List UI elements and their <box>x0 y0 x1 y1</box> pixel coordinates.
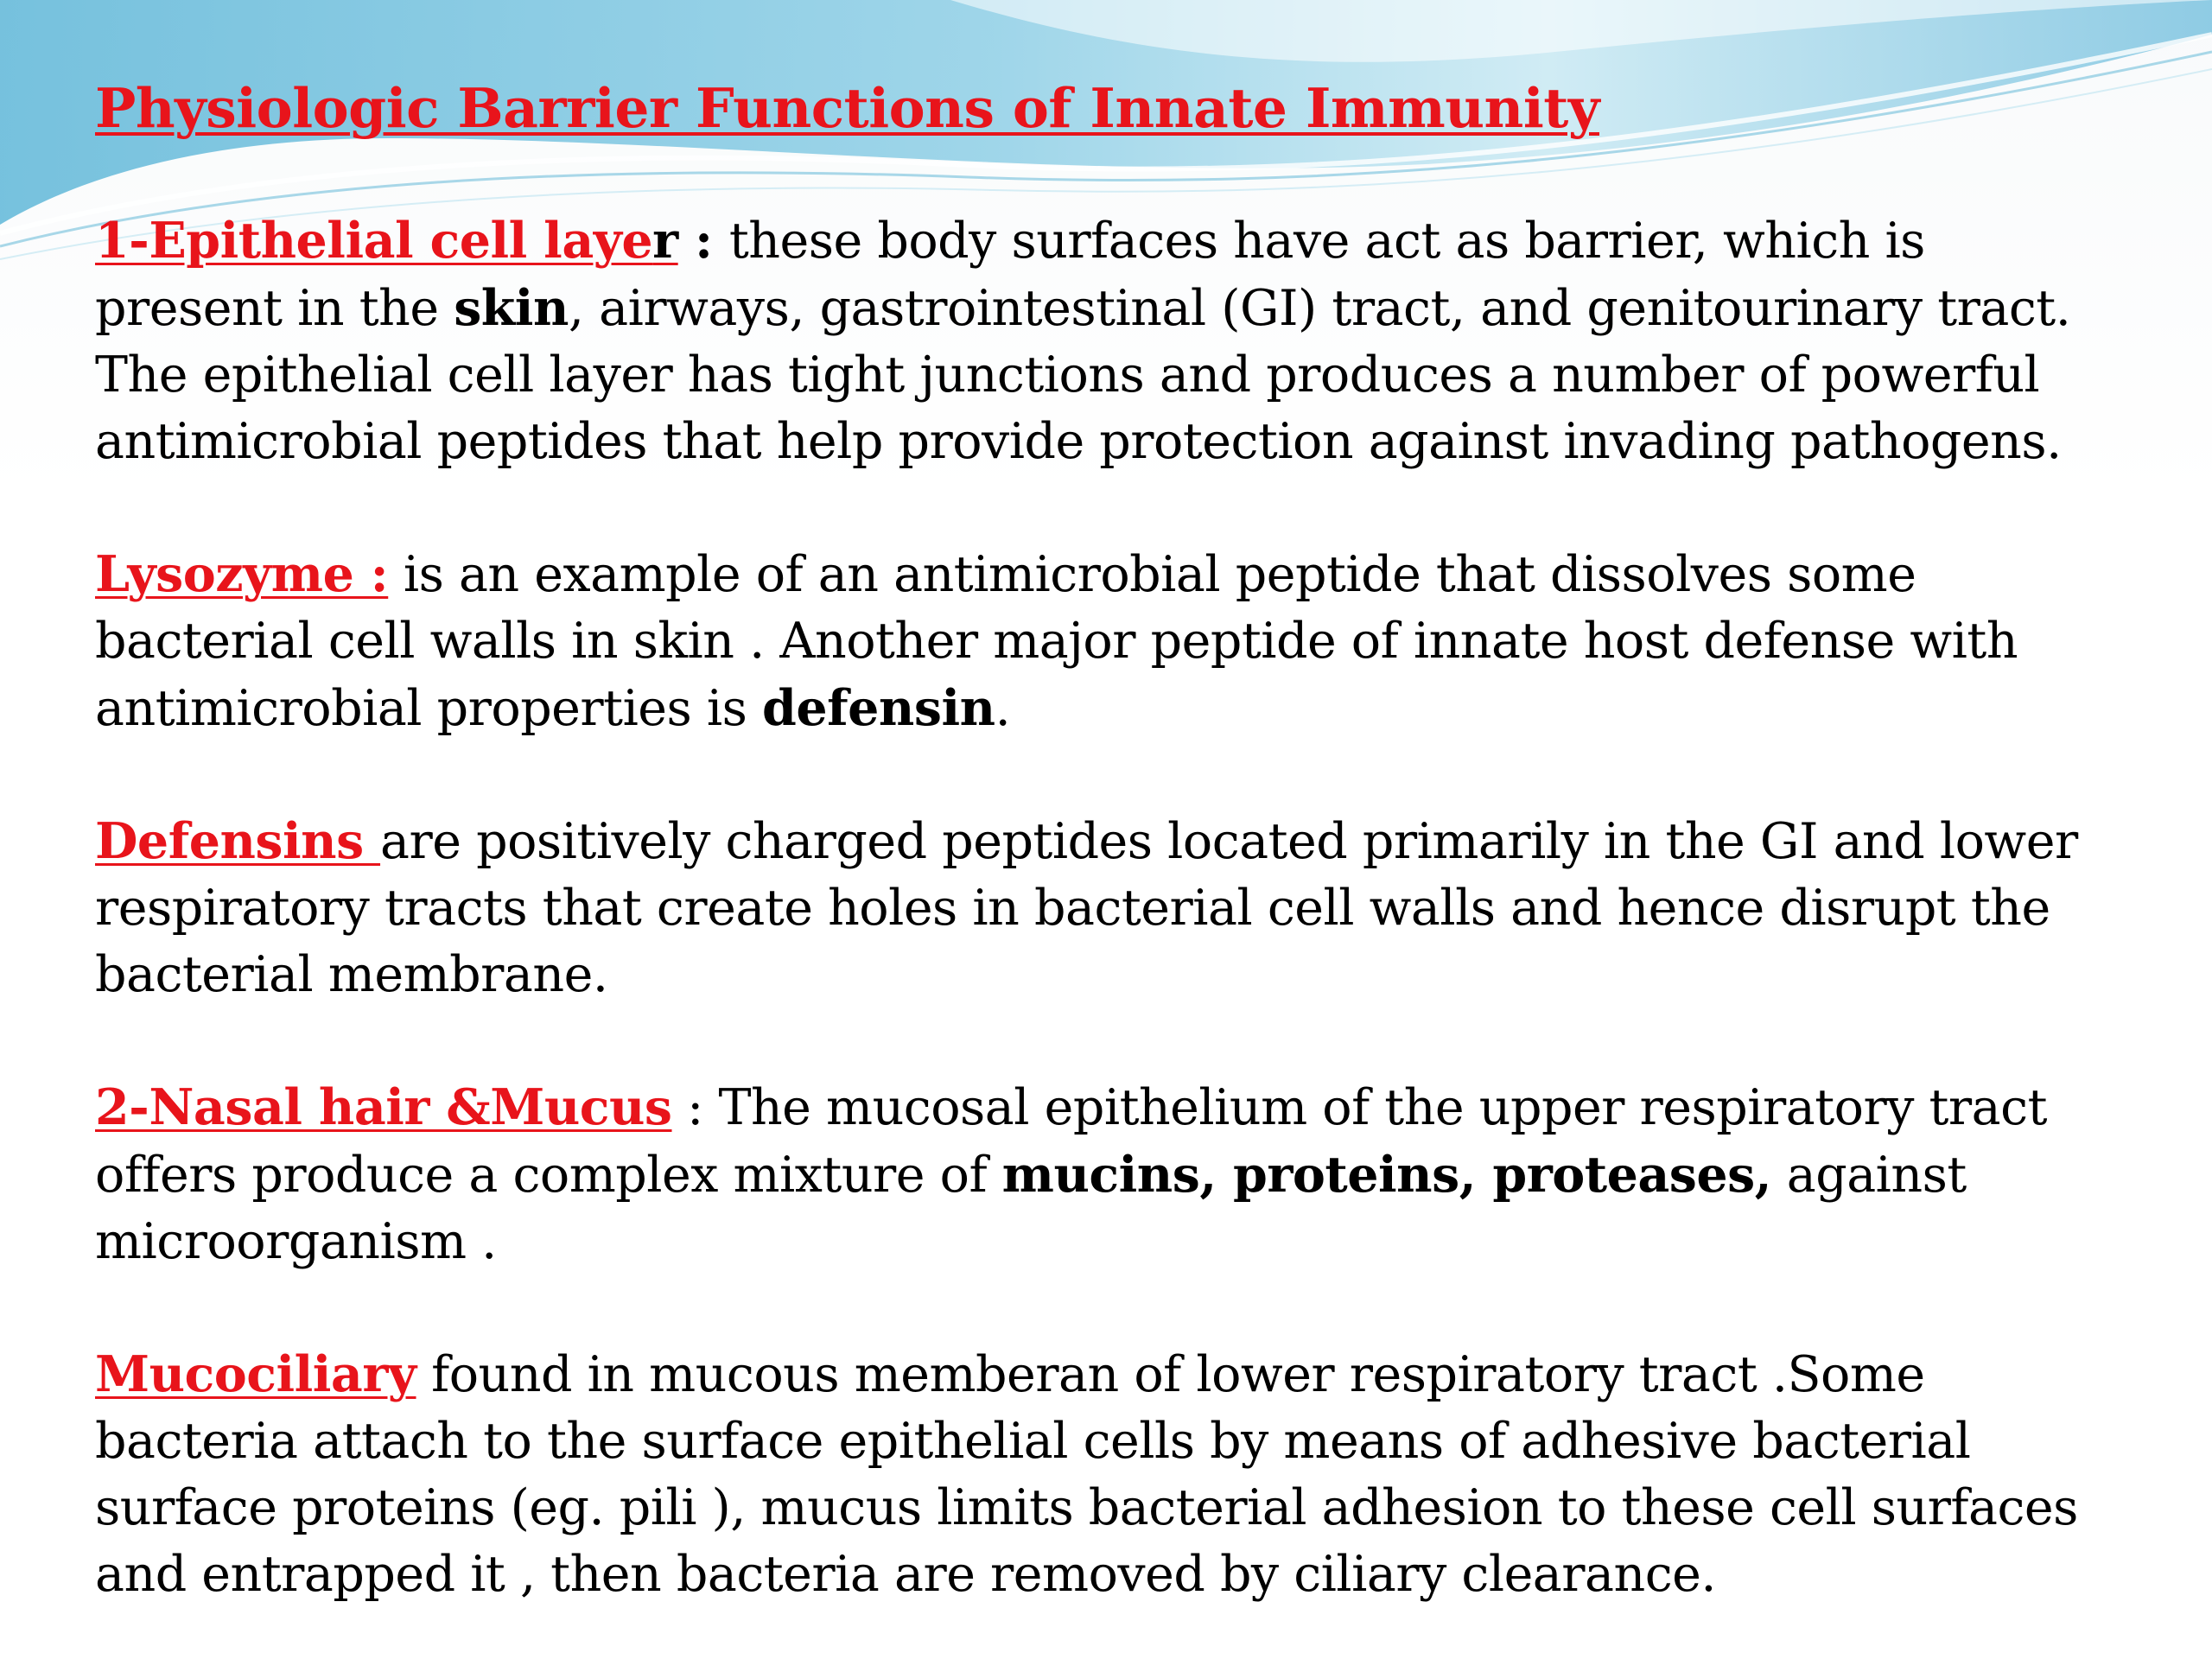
paragraph-mucociliary <box>95 1341 2117 1608</box>
paragraph-nasal-hair-mucus <box>95 1074 2117 1275</box>
term-epithelial-cell-layer <box>95 212 678 270</box>
epithelial-text-1: these body surfaces have act as barrier, which is present in the <box>95 213 1925 337</box>
mucociliary-text-1: found in mucous memberan of lower respiratory tract .Some bacteria attach to the surface epithelial cells by means of adhesive bacterial surface proteins (eg. pili ), mucus limits bacterial adhesion to these cell surfaces and entrapped it , then bacteria are removed by ciliary clearance. <box>95 1346 2078 1603</box>
lysozyme-bold-defensin: defensin <box>762 679 995 737</box>
term-nasal-hair-mucus: 2-Nasal hair &Mucus <box>95 1078 672 1136</box>
slide-title: Physiologic Barrier Functions of Innate Immunity <box>95 76 1599 140</box>
term-epithelial-tail: r <box>652 212 678 270</box>
paragraph-defensins <box>95 808 2117 1008</box>
term-separator: : <box>677 212 729 270</box>
paragraph-epithelial <box>95 207 2117 475</box>
term-defensins: Defensins <box>95 812 381 870</box>
term-mucociliary: Mucociliary <box>95 1345 416 1403</box>
nasal-text-2: against microorganism . <box>95 1147 1967 1270</box>
lysozyme-text-2: . <box>995 680 1011 737</box>
nasal-bold-mucins: mucins, proteins, proteases, <box>1001 1146 1772 1204</box>
paragraph-lysozyme <box>95 541 2117 742</box>
slide-content <box>95 69 2117 1659</box>
epithelial-bold-skin: skin <box>454 279 569 337</box>
epithelial-text-2: , airways, gastrointestinal (GI) tract, and genitourinary tract. The epithelial cell layer has tight junctions and produces a number of powerful antimicrobial peptides that help provide protection against invading pathogens. <box>95 280 2071 470</box>
lysozyme-text-1: is an example of an antimicrobial peptide that dissolves some bacterial cell walls in skin . Another major peptide of innate host defense with antimicrobial properties is <box>95 546 2018 737</box>
term-lysozyme: Lysozyme : <box>95 545 389 603</box>
defensins-text-1: are positively charged peptides located primarily in the GI and lower respiratory tracts that create holes in bacterial cell walls and hence disrupt the bacterial membrane. <box>95 813 2078 1003</box>
term-epithelial-main: 1-Epithelial cell laye <box>95 212 653 270</box>
nasal-text-1: : The mucosal epithelium of the upper respiratory tract offers produce a complex mixture of <box>95 1079 2047 1204</box>
